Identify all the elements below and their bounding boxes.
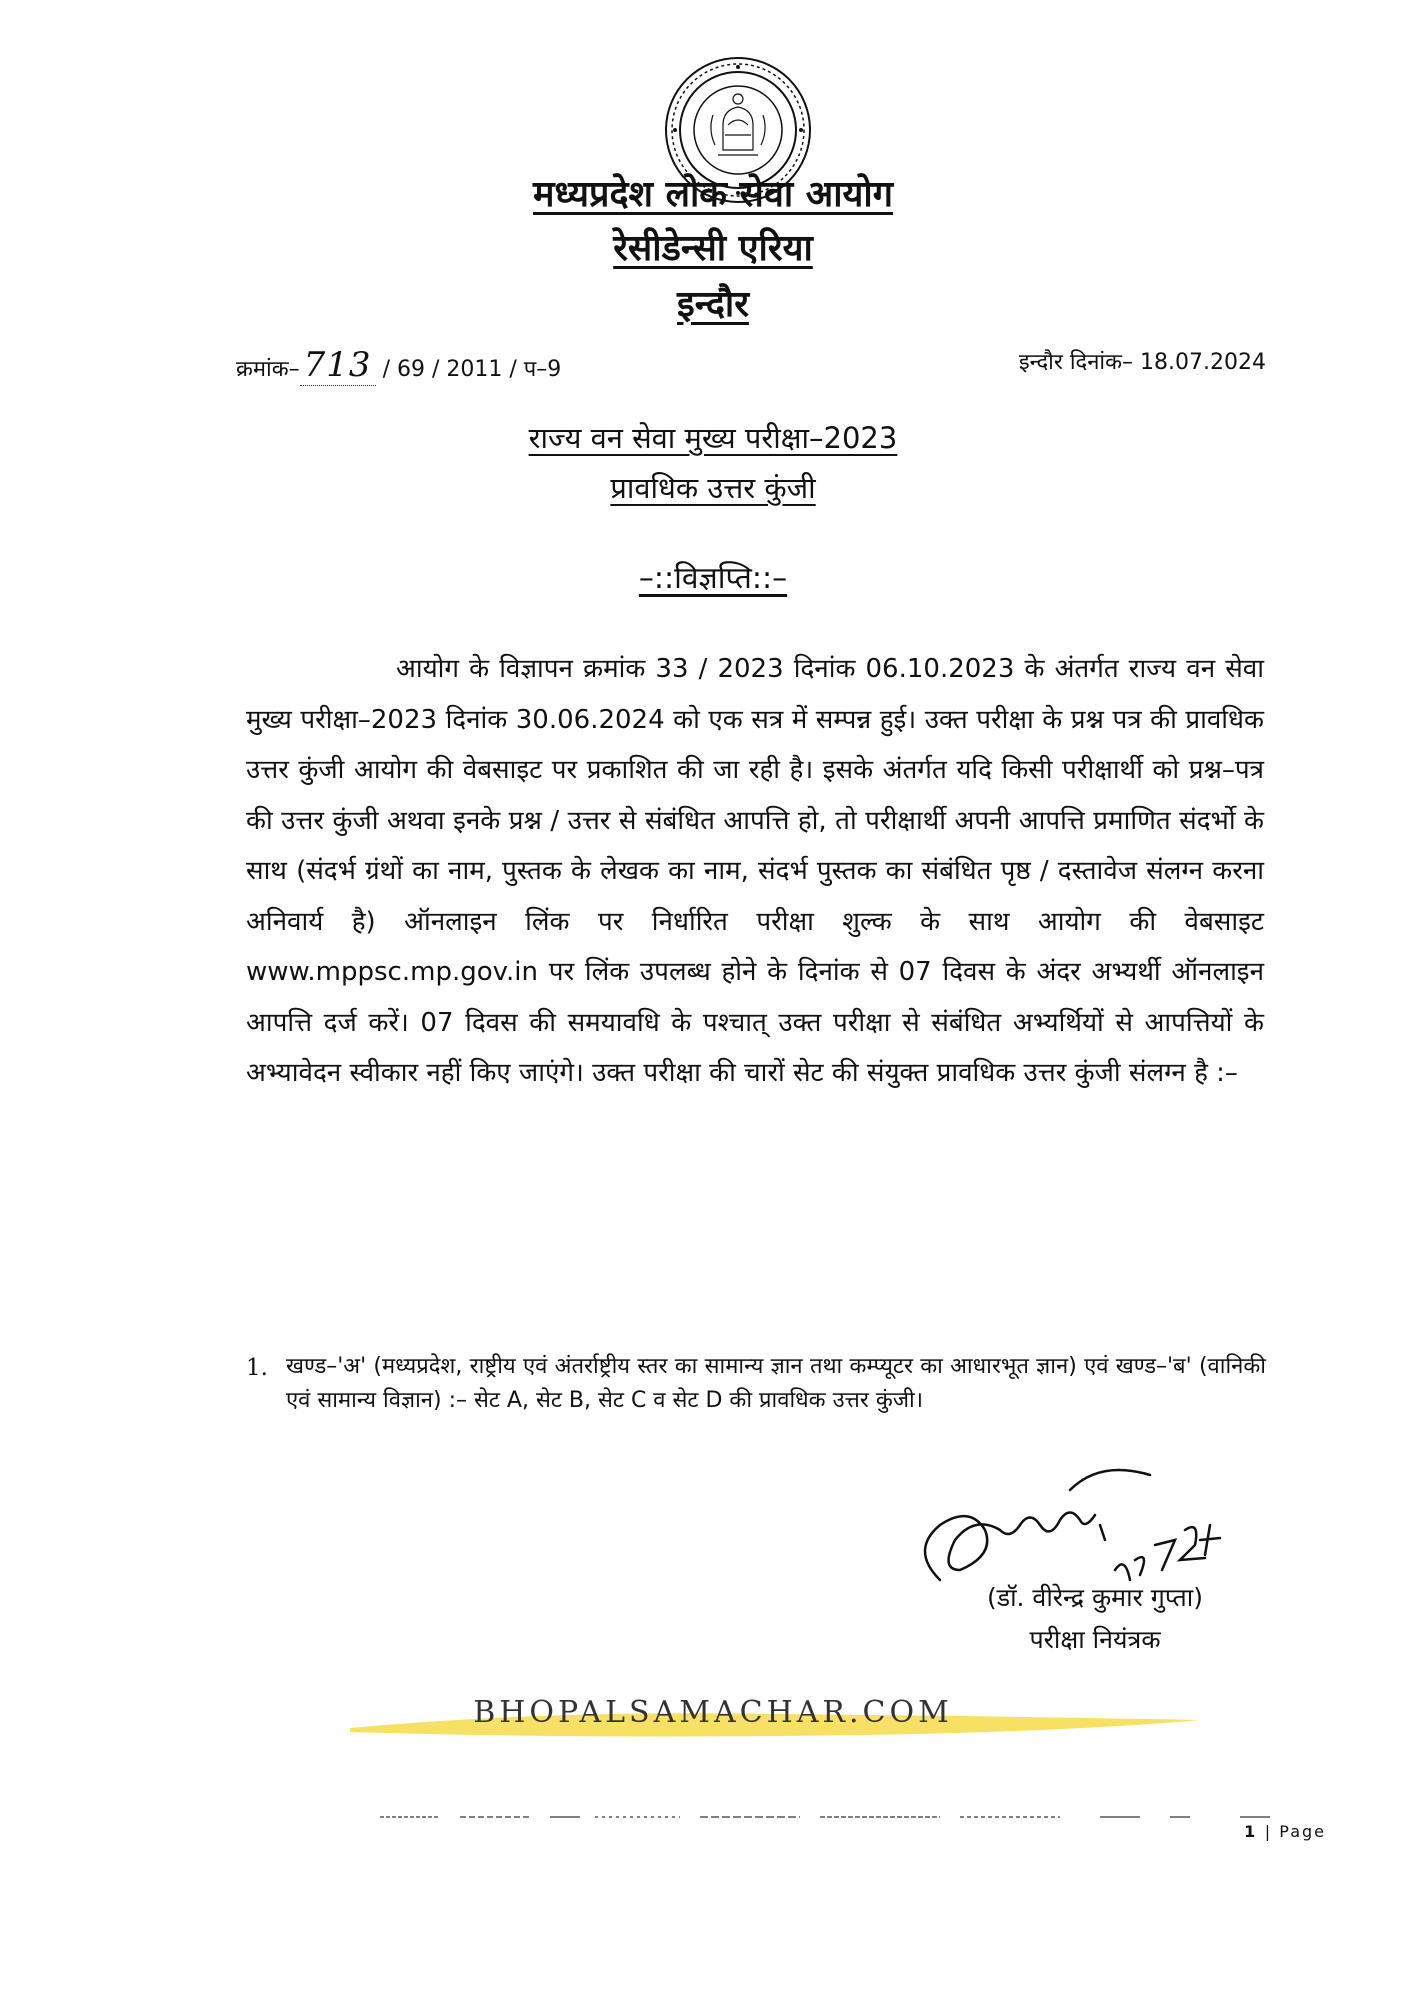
signatory-name: (डॉ. वीरेन्द्र कुमार गुप्ता) (986, 1583, 1204, 1612)
notice-title: –::विज्ञप्ति::– (638, 561, 788, 596)
page-number (1244, 1822, 1326, 1841)
list-item: खण्ड–'अ' (मध्यप्रदेश, राष्ट्रीय एवं अंतर्राष्ट्रीय स्तर का सामान्य ज्ञान तथा कम्प्यूटर का आधारभूत ज्ञान) एवं खण्ड–'ब' (वानिकी एवं सामान्य विज्ञान) :– सेट A, सेट B, सेट C व सेट D की प्रावधिक उत्तर कुंजी। (286, 1354, 1266, 1413)
subject-line-2: प्रावधिक उत्तर कुंजी (610, 471, 816, 505)
notice-body: आयोग के विज्ञापन क्रमांक 33 / 2023 दिनांक 06.10.2023 के अंतर्गत राज्य वन सेवा मुख्य परीक्षा–2023 दिनांक 30.06.2024 को एक सत्र में सम्पन्न हुई। उक्त परीक्षा के प्रश्न पत्र की प्रावधिक उत्तर कुंजी आयोग की वेबसाइट पर प्रकाशित की जा रही है। इसके अंतर्गत यदि किसी परीक्षार्थी को प्रश्न–पत्र की उत्तर कुंजी अथवा इनके प्रश्न / उत्तर से संबंधित आपत्ति हो, तो परीक्षार्थी अपनी आपत्ति प्रमाणित संदर्भो के साथ (संदर्भ ग्रंथों का नाम, पुस्तक के लेखक का नाम, संदर्भ पुस्तक का संबंधित पृष्ठ / दस्तावेज संलग्न करना अनिवार्य है) ऑनलाइन लिंक पर निर्धारित परीक्षा शुल्क के साथ आयोग की वेबसाइट www.mppsc.mp.gov.in पर लिंक उपलब्ध होने के दिनांक से 07 दिवस के अंदर अभ्यर्थी ऑनलाइन आपत्ति दर्ज करें। 07 दिवस की समयावधि के पश्चात् उक्त परीक्षा से संबंधित अभ्यर्थियों से आपत्तियों के अभ्यावेदन स्वीकार नहीं किए जाएंगे। उक्त परीक्षा की चारों सेट की संयुक्त प्रावधिक उत्तर कुंजी संलग्न है :– (246, 654, 1264, 1088)
watermark-text: BHOPALSAMACHAR.COM (473, 1695, 953, 1730)
list-item-number: 1. (246, 1355, 268, 1381)
organization-city: इन्दौर (677, 284, 749, 325)
subject-line-1: राज्य वन सेवा मुख्य परीक्षा–2023 (528, 421, 898, 455)
reference-number (236, 345, 561, 385)
reference-handwritten-number: 713 (300, 345, 376, 386)
reference-label: क्रमांक– (236, 357, 300, 382)
issue-date-label: इन्दौर दिनांक– (1018, 350, 1134, 375)
organization-name: मध्यप्रदेश लोक सेवा आयोग (533, 174, 893, 215)
signatory-designation: परीक्षा नियंत्रक (1029, 1625, 1161, 1654)
page-number-value: 1 (1244, 1822, 1258, 1841)
reference-rest: / 69 / 2011 / प–9 (382, 357, 562, 382)
issue-date (1019, 346, 1266, 376)
organization-area: रेसीडेन्सी एरिया (613, 228, 813, 269)
issue-date-value: 18.07.2024 (1140, 350, 1266, 375)
scan-artifact-line (380, 1812, 1310, 1822)
page-number-label: | Page (1264, 1822, 1326, 1841)
